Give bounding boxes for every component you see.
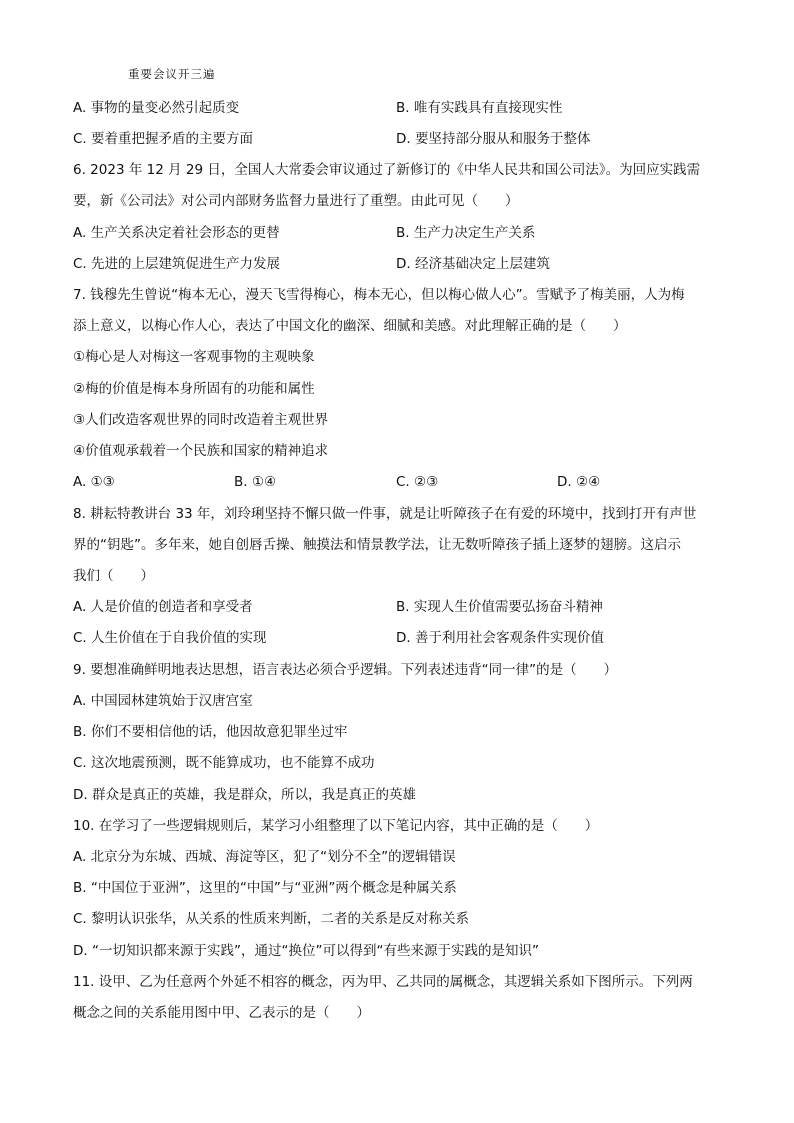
q7-option-d: D. ②④ — [557, 474, 601, 490]
q8-option-c: C. 人生价值在于自我价值的实现 — [73, 630, 267, 646]
q8-option-a: A. 人是价值的创造者和享受者 — [73, 599, 253, 615]
q8-option-b: B. 实现人生价值需要弘扬奋斗精神 — [396, 599, 603, 615]
q6-option-c: C. 先进的上层建筑促进生产力发展 — [73, 256, 281, 272]
q7-stem-line-2: 添上意义，以梅心作人心，表达了中国文化的幽深、细腻和美感。对此理解正确的是（ ） — [73, 318, 627, 334]
q8-stem-line-1: 8. 耕耘特教讲台 33 年，刘玲琍坚持不懈只做一件事，就是让听障孩子在有爱的环境中，找到打开有声世 — [73, 506, 697, 522]
q11-stem-line-1: 11. 设甲、乙为任意两个外延不相容的概念，丙为甲、乙共同的属概念，其逻辑关系如下图所示。下列两 — [73, 974, 693, 990]
q7-stem-line-1: 7. 钱穆先生曾说“梅本无心，漫天飞雪得梅心，梅本无心，但以梅心做人心”。雪赋予了梅美丽，人为梅 — [73, 287, 685, 303]
q11-stem-line-2: 概念之间的关系能用图中甲、乙表示的是（ ） — [73, 1005, 370, 1021]
q6-stem-line-1: 6. 2023 年 12 月 29 日，全国人大常委会审议通过了新修订的《中华人民共和国公司法》。为回应实践需 — [73, 162, 701, 178]
q9-option-c: C. 这次地震预测，既不能算成功，也不能算不成功 — [73, 755, 375, 771]
q7-option-b: B. ①④ — [234, 474, 277, 490]
q6-option-a: A. 生产关系决定着社会形态的更替 — [73, 225, 280, 241]
q8-stem-line-3: 我们（ ） — [73, 568, 154, 584]
q10-option-c: C. 黎明认识张华，从关系的性质来判断，二者的关系是反对称关系 — [73, 911, 470, 927]
q5-option-b: B. 唯有实践具有直接现实性 — [396, 100, 563, 116]
q6-stem-line-2: 要，新《公司法》对公司内部财务监督力量进行了重塑。由此可见（ ） — [73, 193, 519, 209]
q8-stem-line-2: 界的“钥匙”。多年来，她自创唇舌操、触摸法和情景教学法，让无数听障孩子插上逐梦的翅膀。这启示 — [73, 537, 681, 553]
q6-option-b: B. 生产力决定生产关系 — [396, 225, 536, 241]
q5-option-c: C. 要着重把握矛盾的主要方面 — [73, 131, 254, 147]
q7-statement-3: ③人们改造客观世界的同时改造着主观世界 — [73, 412, 329, 428]
q7-statement-1: ①梅心是人对梅这一客观事物的主观映象 — [73, 349, 315, 365]
q9-option-d: D. 群众是真正的英雄，我是群众，所以，我是真正的英雄 — [73, 787, 416, 803]
q10-stem-line-1: 10. 在学习了一些逻辑规则后，某学习小组整理了以下笔记内容，其中正确的是（ ） — [73, 818, 599, 834]
q10-option-a: A. 北京分为东城、西城、海淀等区，犯了“划分不全”的逻辑错误 — [73, 849, 456, 865]
q9-option-b: B. 你们不要相信他的话，他因故意犯罪坐过牢 — [73, 724, 348, 740]
q5-option-d: D. 要坚持部分服从和服务于整体 — [396, 131, 591, 147]
q9-stem-line-1: 9. 要想准确鲜明地表达思想，语言表达必须合乎逻辑。下列表述违背“同一律”的是（ ） — [73, 662, 618, 678]
q9-option-a: A. 中国园林建筑始于汉唐宫室 — [73, 693, 253, 709]
q8-option-d: D. 善于利用社会客观条件实现价值 — [396, 630, 604, 646]
q5-option-a: A. 事物的量变必然引起质变 — [73, 100, 240, 116]
q10-option-d: D. “一切知识都来源于实践”，通过“换位”可以得到“有些来源于实践的是知识” — [73, 943, 539, 959]
q7-option-a: A. ①③ — [73, 474, 115, 490]
q7-statement-2: ②梅的价值是梅本身所固有的功能和属性 — [73, 381, 315, 397]
q7-statement-4: ④价值观承载着一个民族和国家的精神追求 — [73, 443, 329, 459]
q6-option-d: D. 经济基础决定上层建筑 — [396, 256, 550, 272]
header-fragment: 重要会议开三遍 — [128, 67, 216, 81]
q7-option-c: C. ②③ — [396, 474, 439, 490]
q10-option-b: B. “中国位于亚洲”，这里的“中国”与“亚洲”两个概念是种属关系 — [73, 880, 457, 896]
